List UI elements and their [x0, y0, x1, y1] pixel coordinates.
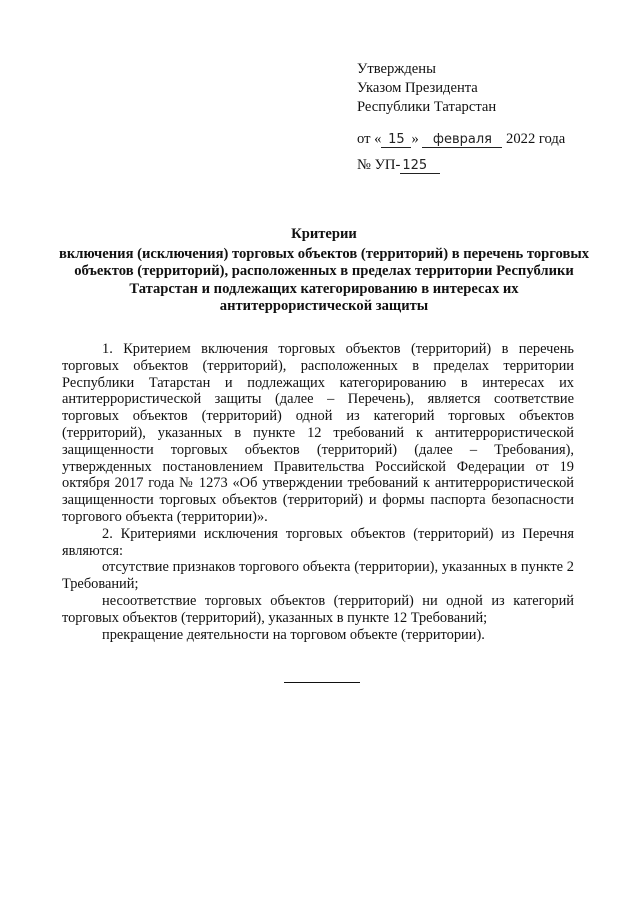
paragraph-exclusion-item-1: отсутствие признаков торгового объекта (территории), указанных в пункте 2 Требований;: [62, 559, 574, 593]
document-body: [62, 341, 574, 643]
approval-line-republic: Республики Татарстан: [357, 99, 497, 115]
date-month: февраля: [422, 133, 502, 148]
decree-number: [357, 156, 607, 175]
paragraph-criteria-exclusion: 2. Критериями исключения торговых объектов (территорий) из Перечня являются:: [62, 525, 574, 559]
number-prefix: № УП-: [357, 157, 401, 173]
paragraph-criteria-inclusion: 1. Критерием включения торговых объектов (территорий) в перечень торговых объектов (территорий), расположенных в пределах территории Республики Татарстан и подлежащих категорированию в интересах их антитеррористической защиты (далее – Перечень), является соответствие торговых объектов (территорий) одной из категорий торговых объектов (территорий), указанных в пункте 12 требований к антитеррористической защищенности торговых объектов (территорий) (далее – Требования), утвержденных постановлением Правительства Российской Федерации от 19 октября 2017 года № 1273 «Об утверждении требований к антитеррористической защищенности торговых объектов (территорий) и формы паспорта безопасности торгового объекта (территории)».: [62, 341, 574, 525]
decree-date: [357, 130, 607, 149]
approval-line-decree: Указом Президента: [357, 80, 478, 96]
title-subtitle: включения (исключения) торговых объектов (территорий) в перечень торговых объектов (территорий), расположенных в пределах территории Республики Татарстан и подлежащих категорированию в интересах их антитеррористической защиты: [58, 245, 590, 315]
closing-divider: [284, 682, 360, 683]
title-heading: Критерии: [291, 226, 357, 242]
document-title: [56, 226, 592, 316]
date-year: 2022 года: [506, 131, 566, 147]
approval-line-approved: Утверждены: [357, 61, 436, 77]
paragraph-exclusion-item-2: несоответствие торговых объектов (территорий) ни одной из категорий торговых объектов (территорий), указанных в пункте 12 Требований;: [62, 592, 574, 626]
approval-block: [357, 60, 607, 175]
number-value: 125: [400, 159, 440, 174]
date-mid: »: [411, 131, 419, 147]
date-prefix: от «: [357, 131, 382, 147]
date-day: 15: [381, 133, 411, 148]
paragraph-exclusion-item-3: прекращение деятельности на торговом объекте (территории).: [102, 626, 485, 643]
